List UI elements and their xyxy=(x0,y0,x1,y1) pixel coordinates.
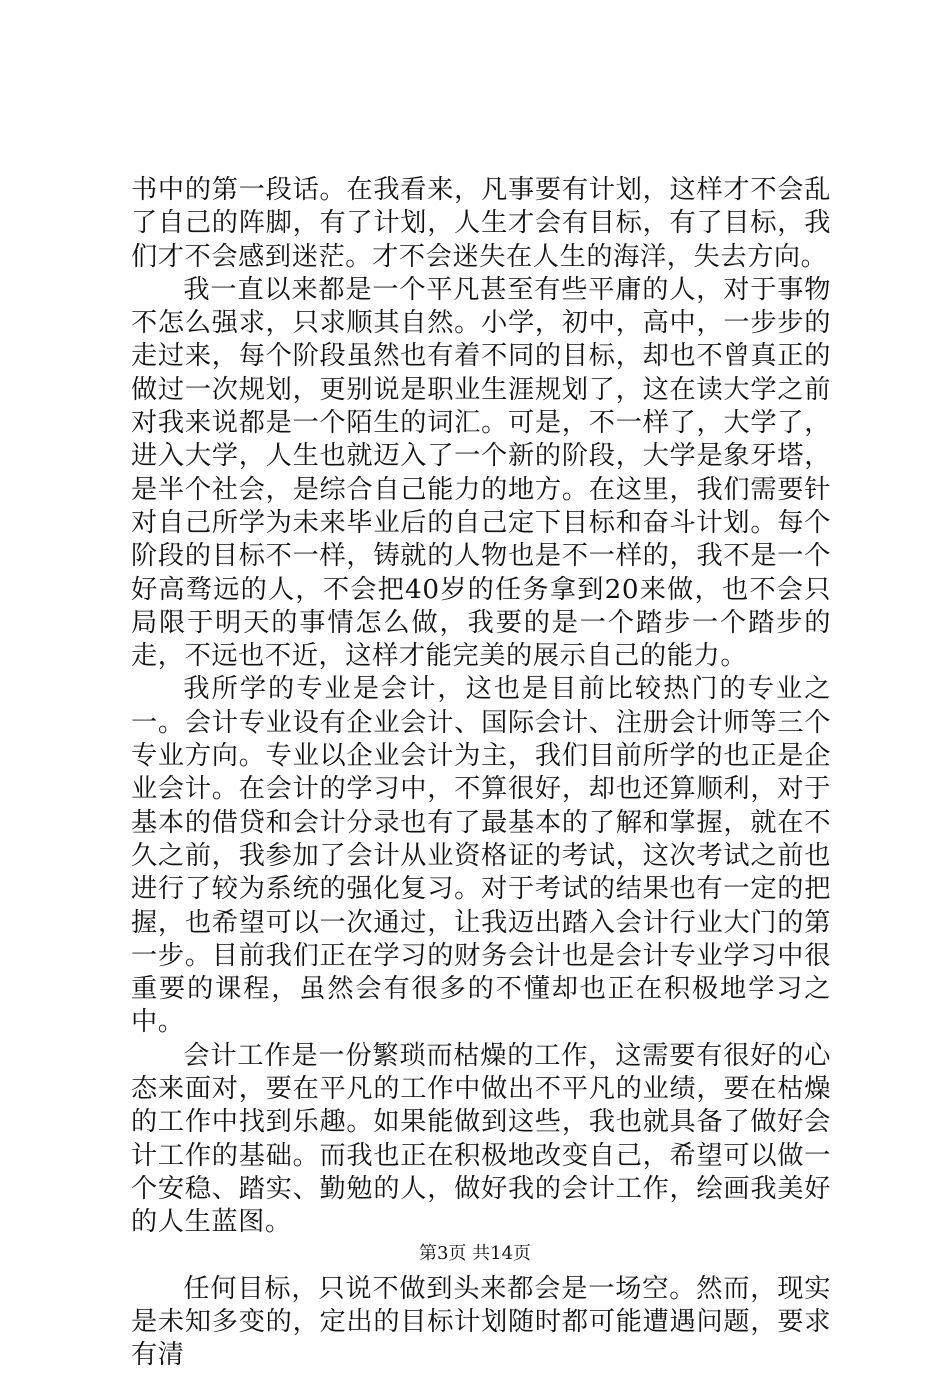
page-footer: 第3页 共14页 xyxy=(418,1243,532,1264)
paragraph-1: 书中的第一段话。在我看来，凡事要有计划，这样才不会乱了自己的阵脚，有了计划，人生才会有目标，有了目标，我们才不会感到迷茫。才不会迷失在人生的海洋，失去方向。 xyxy=(131,175,831,272)
document-body xyxy=(131,174,831,1373)
paragraph-3: 我所学的专业是会计，这也是目前比较热门的专业之一。会计专业设有企业会计、国际会计、注册会计师等三个专业方向。专业以企业会计为主，我们目前所学的也正是企业会计。在会计的学习中，不算很好，却也还算顺利，对于基本的借贷和会计分录也有了最基本的了解和掌握，就在不久之前，我参加了会计从业资格证的考试，这次考试之前也进行了较为系统的强化复习。对于考试的结果也有一定的把握，也希望可以一次通过，让我迈出踏入会计行业大门的第一步。目前我们正在学习的财务会计也是会计专业学习中很重要的课程，虽然会有很多的不懂却也正在积极地学习之中。 xyxy=(131,674,831,1038)
paragraph-4: 会计工作是一份繁琐而枯燥的工作，这需要有很好的心态来面对，要在平凡的工作中做出不平凡的业绩，要在枯燥的工作中找到乐趣。如果能做到这些，我也就具备了做好会计工作的基础。而我也正在积极地改变自己，希望可以做一个安稳、踏实、勤勉的人，做好我的会计工作，绘画我美好的人生蓝图。 xyxy=(131,1040,831,1238)
paragraph-2: 我一直以来都是一个平凡甚至有些平庸的人，对于事物不怎么强求，只求顺其自然。小学，初中，高中，一步步的走过来，每个阶段虽然也有着不同的目标，却也不曾真正的做过一次规划，更别说是职业生涯规划了，这在读大学之前对我来说都是一个陌生的词汇。可是，不一样了，大学了，进入大学，人生也就迈入了一个新的阶段，大学是象牙塔，是半个社会，是综合自己能力的地方。在这里，我们需要针对自己所学为未来毕业后的自己定下目标和奋斗计划。每个阶段的目标不一样，铸就的人物也是不一样的，我不是一个好高骛远的人，不会把40岁的任务拿到20来做，也不会只局限于明天的事情怎么做，我要的是一个踏步一个踏步的走，不远也不近，这样才能完美的展示自己的能力。 xyxy=(131,274,831,672)
paragraph-5: 任何目标，只说不做到头来都会是一场空。然而，现实是未知多变的，定出的目标计划随时都可能遭遇问题，要求有清 xyxy=(131,1273,831,1371)
